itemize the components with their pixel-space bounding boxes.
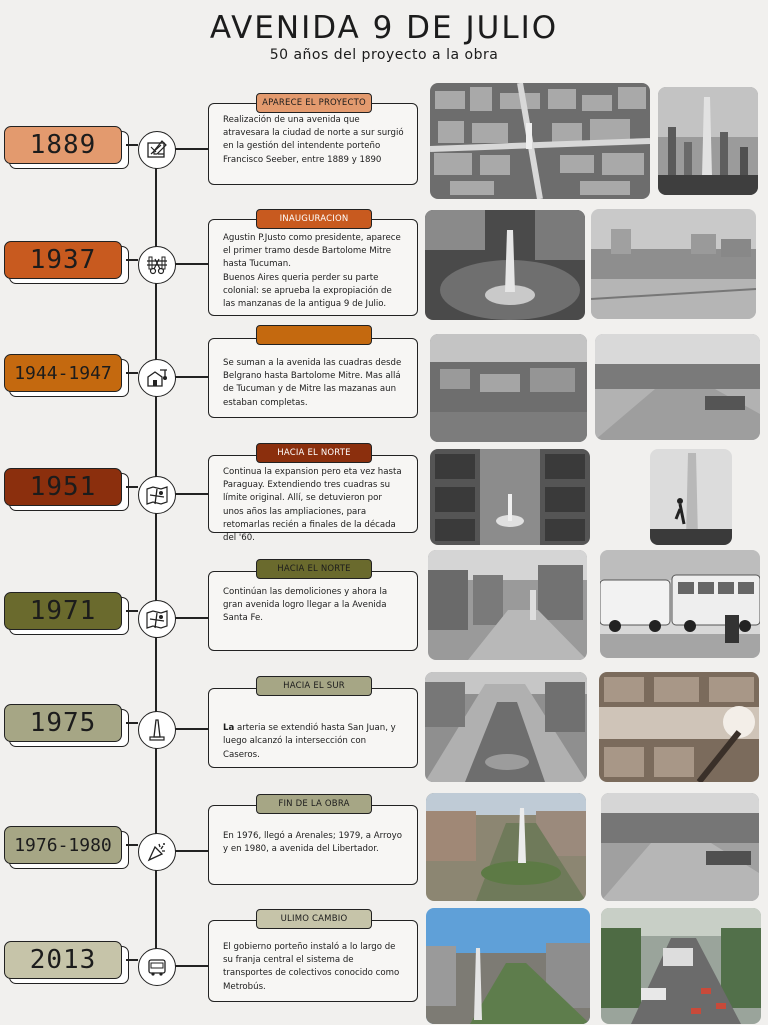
open-avenue-photo — [595, 334, 760, 440]
city-aerial-photo — [430, 83, 650, 199]
timeline-row-1889 — [0, 90, 768, 210]
obelisk-icon — [138, 711, 176, 749]
party-popper-icon — [138, 833, 176, 871]
timeline-row-1975 — [0, 668, 768, 788]
year-badge: 2013 — [4, 941, 122, 979]
entry-description: Se suman a la avenida las cuadras desde Belgrano hasta Bartolome Mitre. Mas allá de Tucuman y de Mitre las mazanas aun estaban completas. — [208, 338, 418, 418]
year-badge: 1889 — [4, 126, 122, 164]
entry-description-rest: arteria se extendió hasta San Juan, y luego alcanzó la intersección con Caseros. — [223, 723, 396, 760]
wide-avenue-aerial-photo — [425, 672, 587, 782]
timeline-row-2013 — [0, 905, 768, 1025]
modern-obelisk-aerial-photo — [426, 908, 590, 1024]
entry-label: INAUGURACION — [256, 209, 372, 229]
entry-label: FIN DE LA OBRA — [256, 794, 372, 814]
entry-label: HACIA EL SUR — [256, 676, 372, 696]
road-map-icon — [138, 600, 176, 638]
demolition-icon — [138, 359, 176, 397]
entry-description: Continua la expansion pero eta vez hasta Paraguay. Extendiendo tres cuadras su límite original. Allí, se detuvieron por unos años las ampliaciones, para retomarlas recién a finales de la década del '60. — [208, 455, 418, 533]
entry-label: HACIA EL NORTE — [256, 559, 372, 579]
entry-description: El gobierno porteño instaló a lo largo de su franja central el sistema de transportes de colectivos conocido como Metrobús. — [208, 920, 418, 1002]
timeline-row-1951 — [0, 432, 768, 552]
entry-label: ULIMO CAMBIO — [256, 909, 372, 929]
timeline-row-1976-1980 — [0, 790, 768, 910]
page-title: AVENIDA 9 DE JULIO — [209, 10, 559, 46]
page-subtitle: 50 años del proyecto a la obra — [269, 47, 499, 63]
road-map-icon — [138, 476, 176, 514]
buses-street-photo — [600, 550, 760, 658]
year-badge: 1951 — [4, 468, 122, 506]
avenue-traffic-photo — [601, 793, 759, 901]
city-avenue-photo — [428, 550, 587, 660]
entry-description-bold: La — [223, 723, 235, 734]
entry-label: APARECE EL PROYECTO — [256, 93, 372, 113]
year-badge: 1937 — [4, 241, 122, 279]
demolished-blocks-photo — [430, 334, 587, 442]
entry-description — [208, 688, 418, 768]
entry-description: Agustin P.Justo como presidente, aparece el primer tramo desde Bartolome Mitre hasta Tucuman. Buenos Aires queria perder su parte colonial: se aprueba la expropiación de las manzanas de la antigua 9 de Julio. — [208, 219, 418, 316]
metrobus-traffic-photo — [601, 908, 761, 1024]
crowd-obelisk-photo — [425, 210, 585, 320]
avenue-construction-photo — [591, 209, 756, 319]
timeline-row-1944-1947 — [0, 318, 768, 438]
entry-label — [256, 325, 372, 345]
ribbon-scissors-icon — [138, 246, 176, 284]
bus-icon — [138, 948, 176, 986]
entry-label: HACIA EL NORTE — [256, 443, 372, 463]
year-badge: 1971 — [4, 592, 122, 630]
timeline-row-1937 — [0, 205, 768, 325]
aerial-obelisk-photo — [430, 449, 590, 545]
worker-obelisk-photo — [650, 449, 732, 545]
color-avenue-aerial-photo — [426, 793, 586, 901]
aerial-plaza-photo — [599, 672, 759, 782]
plan-icon — [138, 131, 176, 169]
year-badge: 1976-1980 — [4, 826, 122, 864]
year-badge: 1944-1947 — [4, 354, 122, 392]
entry-description: Realización de una avenida que atravesara la ciudad de norte a sur surgió en la gestión del intendente porteño Francisco Seeber, entre 1889 y 1890 — [208, 103, 418, 185]
entry-description: En 1976, llegó a Arenales; 1979, a Arroyo y en 1980, a avenida del Libertador. — [208, 805, 418, 885]
year-badge: 1975 — [4, 704, 122, 742]
entry-description: Continúan las demoliciones y ahora la gran avenida logro llegar a la Avenida Santa Fe. — [208, 571, 418, 651]
ruins-obelisk-photo — [658, 87, 758, 195]
timeline-row-1971 — [0, 556, 768, 676]
